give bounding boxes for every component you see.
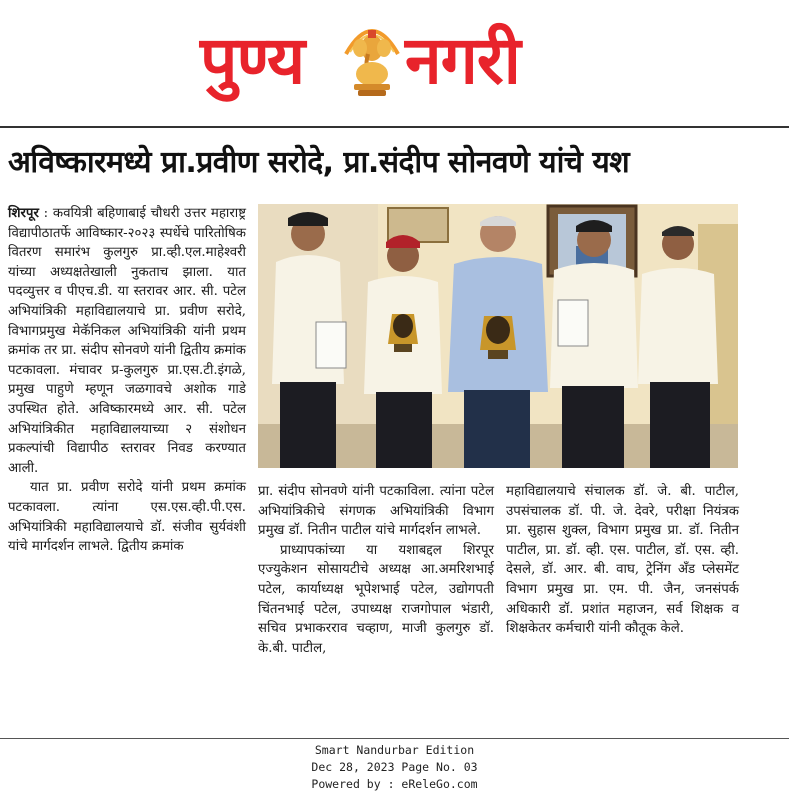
article-column-3	[506, 482, 739, 639]
article-paragraph: प्रा. संदीप सोनवणे यांनी पटकाविला. त्यांना पटेल अभियांत्रिकीचे संगणक अभियांत्रिकी विभाग प्रमुख डॉ. नितीन पाटील यांचे मार्गदर्शन लाभले.	[258, 484, 494, 539]
article-photo	[258, 204, 738, 468]
masthead-title-left: पुण्य	[200, 22, 305, 99]
footer-divider	[0, 738, 789, 739]
edition-name: Smart Nandurbar Edition	[314, 743, 475, 757]
article-column-2	[258, 482, 494, 658]
article-paragraph	[8, 204, 246, 478]
article-text: : कवयित्री बहिणाबाई चौधरी उत्तर महाराष्ट्र विद्यापीठातर्फे आविष्कार-२०२३ स्पर्धेचे पारितोषिक वितरण समारंभ कुलगुरु प्रा.व्ही.एल.माहेश्वरी यांच्या अध्यक्षतेखाली नुकताच झाला. यात पदव्युत्तर व पीएच.डी. या स्तरावर आर. सी. पटेल अभियांत्रिकी महाविद्यालयाचे प्रा. प्रवीण सरोदे, विभागप्रमुख मेकॅनिकल अभियांत्रिकी यांनी प्रथम क्रमांक तर प्रा. संदीप सोनवणे यांनी द्वितीय क्रमांक पटकावला. मंचावर प्र-कुलगुरु प्रा.एस.टी.इंगळे, प्रमुख पाहुणे म्हणून जळगावचे अशोक गाडे उपस्थित होते. अविष्कारमध्ये आर. सी. पटेल अभियांत्रिकीत महाविद्यालयाच्या २ संशोधन प्रकल्पांची विद्यापीठ स्तरावर निवड करण्यात आली.	[8, 206, 246, 476]
masthead	[0, 0, 789, 120]
article-paragraph: महाविद्यालयाचे संचालक डॉ. जे. बी. पाटील, उपसंचालक डॉ. पी. जे. देवरे, परीक्षा नियंत्रक प्रा. सुहास शुक्ल, विभाग प्रमुख प्रा. डॉ. नितीन पाटील, प्रा. डॉ. व्ही. एस. पाटील, डॉ. एस. व्ही. देसले, डॉ. आर. बी. वाघ, ट्रेनिंग अँड प्लेसमेंट विभाग प्रमुख प्रा. एम. पी. जैन, जनसंपर्क अधिकारी डॉ. प्रशांत महाजन, सर्व शिक्षक व शिक्षकेतर कर्मचारी यांनी कौतूक केले.	[506, 484, 739, 637]
powered-by-link[interactable]: Powered by : eReleGo.com	[311, 777, 478, 791]
edition-footer	[0, 742, 789, 793]
group-photo-icon	[258, 204, 738, 468]
masthead-divider	[0, 126, 789, 128]
edition-date-page: Dec 28, 2023 Page No. 03	[311, 760, 478, 774]
ganesh-logo-icon	[340, 14, 404, 100]
masthead-title-right: नगरी	[405, 22, 520, 99]
dateline: शिरपूर	[8, 206, 39, 221]
article-headline: अविष्कारमध्ये प्रा.प्रवीण सरोदे, प्रा.संदीप सोनवणे यांचे यश	[8, 145, 630, 180]
article-paragraph: यात प्रा. प्रवीण सरोदे यांनी प्रथम क्रमांक पटकावला. त्यांना एस.एस.व्ही.पी.एस. अभियांत्रिकी महाविद्यालयाचे डॉ. संजीव सुर्यवंशी यांचे मार्गदर्शन लाभले. द्वितीय क्रमांक	[8, 480, 246, 555]
article-paragraph: प्राध्यापकांच्या या यशाबद्दल शिरपूर एज्युकेशन सोसायटीचे अध्यक्ष आ.अमरिशभाई पटेल, कार्याध्यक्ष भूपेशभाई पटेल, उद्योगपती चिंतनभाई पटेल, उपाध्यक्ष राजगोपाल भंडारी, सचिव प्रभाकरराव चव्हाण, माजी कुलगुरु डॉ. के.बी. पाटील,	[258, 542, 494, 656]
article-column-1	[8, 204, 246, 557]
